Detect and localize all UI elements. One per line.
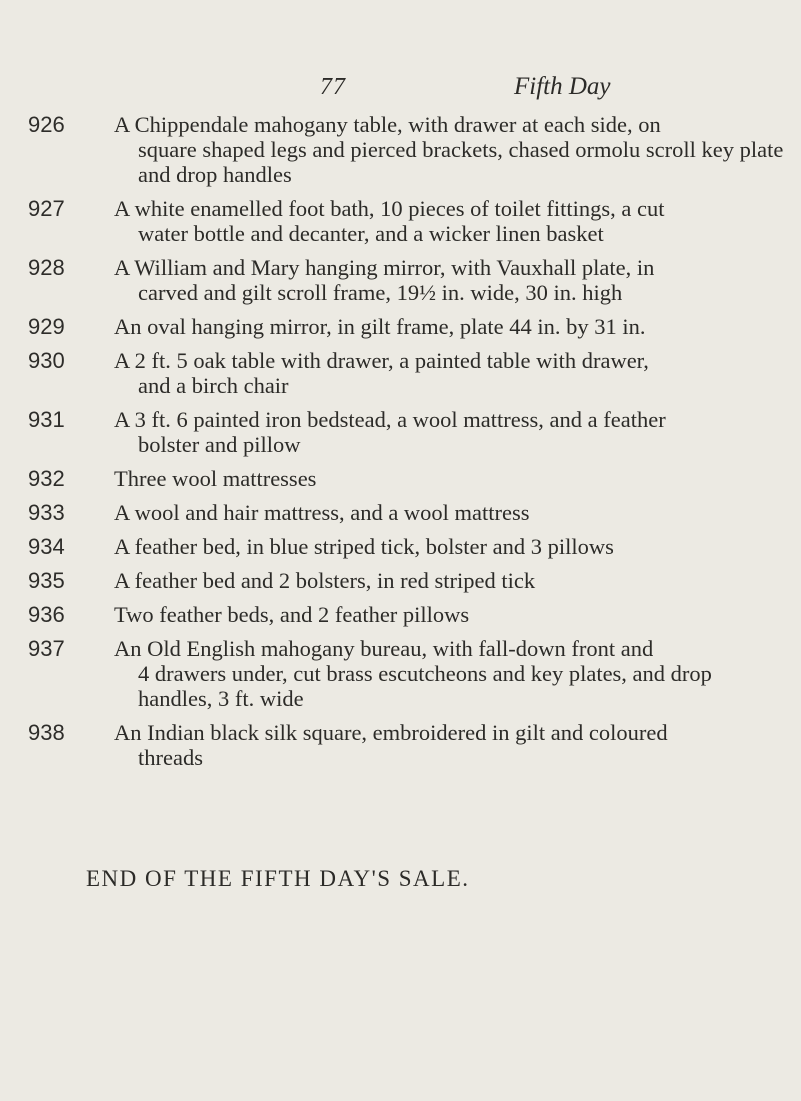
lot-number: 930 [28, 348, 65, 373]
lot-entry [28, 112, 788, 187]
lot-number: 935 [28, 568, 65, 593]
lot-description-line: A Chippendale mahogany table, with drawer at each side, on [114, 112, 661, 137]
lot-entry [28, 407, 788, 457]
lot-description [114, 255, 788, 305]
lot-entry [28, 255, 788, 305]
lot-entry [28, 500, 788, 525]
lot-description [114, 314, 788, 339]
lot-description-line: A wool and hair mattress, and a wool mattress [114, 500, 530, 525]
lot-description [114, 636, 788, 711]
lot-entry [28, 314, 788, 339]
lot-number: 927 [28, 196, 65, 221]
lot-description-continuation: carved and gilt scroll frame, 19½ in. wide, 30 in. high [138, 280, 623, 305]
lot-entry [28, 196, 788, 246]
lot-description-continuation: square shaped legs and pierced brackets, chased ormolu scroll key plate and drop handles [138, 137, 784, 187]
lot-description-continuation: bolster and pillow [138, 432, 301, 457]
lot-description [114, 348, 788, 398]
lot-entry [28, 466, 788, 491]
lot-entry [28, 602, 788, 627]
lot-number: 928 [28, 255, 65, 280]
lot-description-line: A William and Mary hanging mirror, with Vauxhall plate, in [114, 255, 655, 280]
lot-description-line: A feather bed, in blue striped tick, bolster and 3 pillows [114, 534, 614, 559]
lot-description [114, 500, 788, 525]
lot-entry [28, 636, 788, 711]
lot-description-continuation: threads [138, 745, 203, 770]
lot-description-continuation: 4 drawers under, cut brass escutcheons and key plates, and drop handles, 3 ft. wide [138, 661, 712, 711]
lot-description [114, 112, 788, 187]
lot-description-line: A feather bed and 2 bolsters, in red striped tick [114, 568, 536, 593]
end-of-sale-note: END OF THE FIFTH DAY'S SALE. [86, 866, 470, 891]
lot-description [114, 602, 788, 627]
lot-number: 933 [28, 500, 65, 525]
lot-description-line: A 2 ft. 5 oak table with drawer, a painted table with drawer, [114, 348, 649, 373]
lot-number: 934 [28, 534, 65, 559]
lot-number: 931 [28, 407, 65, 432]
lot-entry [28, 534, 788, 559]
lot-description [114, 534, 788, 559]
lot-description [114, 466, 788, 491]
lot-number: 932 [28, 466, 65, 491]
lot-description [114, 720, 788, 770]
lot-number: 926 [28, 112, 65, 137]
lot-description-line: Three wool mattresses [114, 466, 317, 491]
lot-description [114, 407, 788, 457]
lot-number: 938 [28, 720, 65, 745]
lot-description [114, 568, 788, 593]
lot-description-line: A white enamelled foot bath, 10 pieces of toilet fittings, a cut [114, 196, 665, 221]
lot-entry [28, 568, 788, 593]
lot-description-line: An oval hanging mirror, in gilt frame, plate 44 in. by 31 in. [114, 314, 646, 339]
lot-number: 929 [28, 314, 65, 339]
lot-number: 937 [28, 636, 65, 661]
lot-description-continuation: and a birch chair [138, 373, 289, 398]
lot-entry [28, 720, 788, 770]
lot-number: 936 [28, 602, 65, 627]
lot-description-line: Two feather beds, and 2 feather pillows [114, 602, 470, 627]
lot-description-line: A 3 ft. 6 painted iron bedstead, a wool mattress, and a feather [114, 407, 666, 432]
lot-description-continuation: water bottle and decanter, and a wicker linen basket [138, 221, 604, 246]
page-number: 77 [320, 74, 346, 100]
lot-entry [28, 348, 788, 398]
lot-description-line: An Indian black silk square, embroidered in gilt and coloured [114, 720, 668, 745]
lot-description-line: An Old English mahogany bureau, with fall-down front and [114, 636, 654, 661]
running-title: Fifth Day [514, 73, 611, 100]
lot-list [28, 112, 788, 779]
lot-description [114, 196, 788, 246]
